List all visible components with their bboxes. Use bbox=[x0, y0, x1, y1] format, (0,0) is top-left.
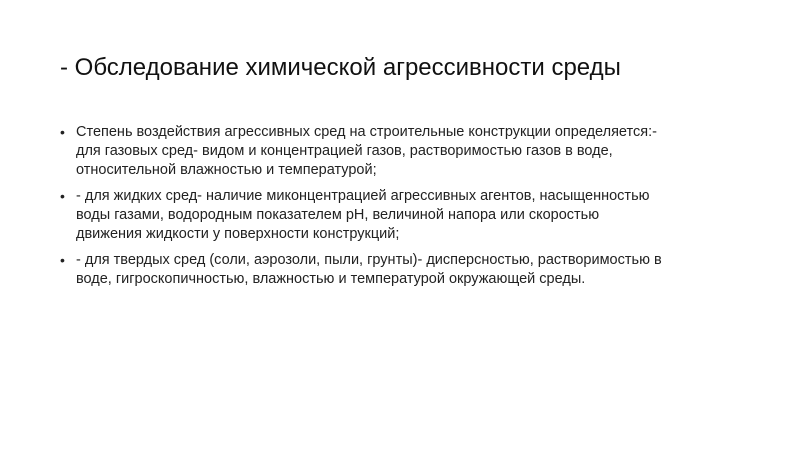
bullet-text-line: - для жидких сред- наличие миконцентрацией агрессивных агентов, насыщенностью bbox=[76, 188, 650, 204]
bullet-text-line: для газовых сред- видом и концентрацией газов, растворимостью газов в воде, bbox=[76, 143, 613, 159]
bullet-item-liquid bbox=[60, 187, 750, 244]
bullet-text-line: воды газами, водородным показателем pH, величиной напора или скоростью bbox=[76, 207, 600, 223]
bullet-text-line: Степень воздействия агрессивных сред на строительные конструкции определяется:- bbox=[76, 124, 657, 140]
bullet-item-solid bbox=[60, 251, 750, 289]
bullet-text-line: движения жидкости у поверхности конструкций; bbox=[76, 226, 400, 242]
bullet-item-gas bbox=[60, 123, 750, 180]
bullet-dot-icon: • bbox=[60, 188, 65, 204]
bullet-text-line: относительной влажностью и температурой; bbox=[76, 162, 377, 178]
slide-title: - Обследование химической агрессивности среды bbox=[60, 54, 621, 81]
bullet-text-line: - для твердых сред (соли, аэрозоли, пыли, грунты)- дисперсностью, растворимостью в bbox=[76, 252, 662, 268]
bullet-list bbox=[60, 123, 750, 296]
bullet-dot-icon: • bbox=[60, 252, 65, 268]
bullet-dot-icon: • bbox=[60, 124, 65, 140]
bullet-text-line: воде, гигроскопичностью, влажностью и температурой окружающей среды. bbox=[76, 271, 586, 287]
